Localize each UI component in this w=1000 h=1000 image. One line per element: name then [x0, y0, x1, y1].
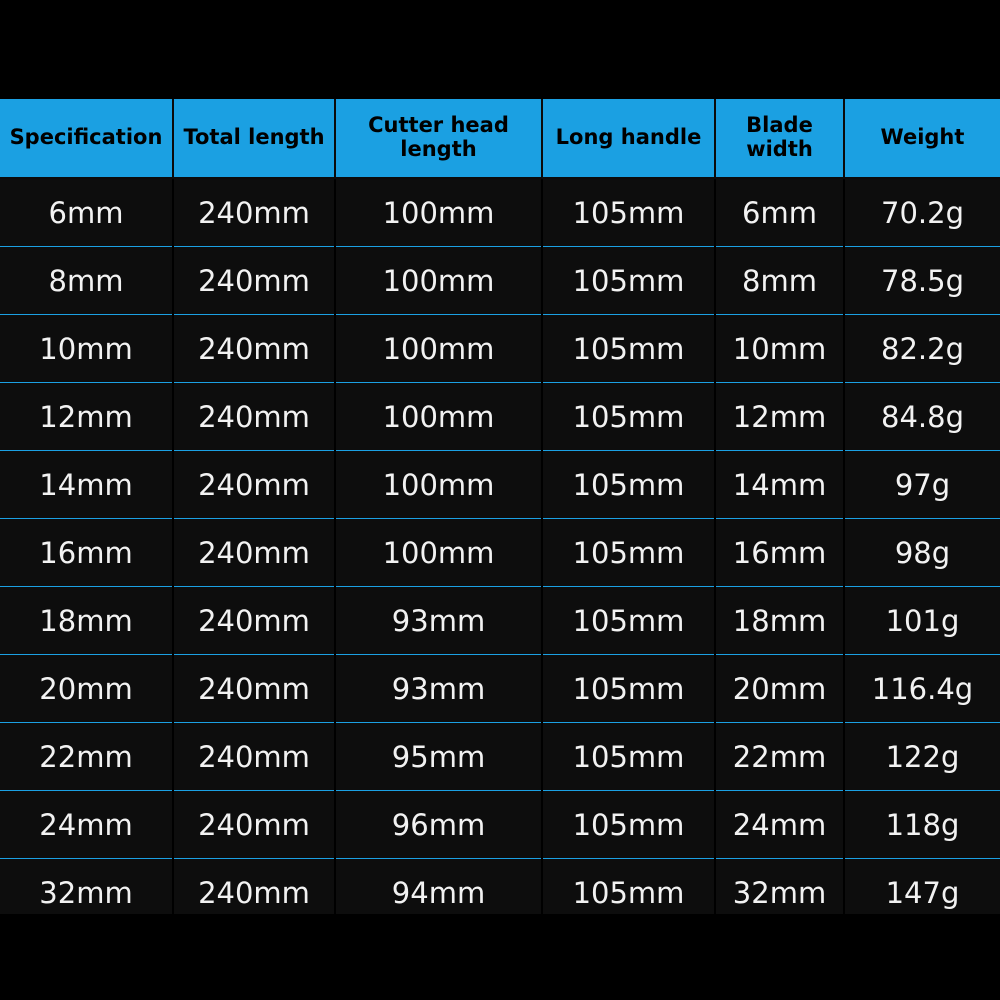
- table-row: [0, 587, 1000, 655]
- cell-cutter-head-length: 94mm: [335, 859, 542, 927]
- cell-cutter-head-length: 100mm: [335, 247, 542, 315]
- cell-specification: 16mm: [0, 519, 173, 587]
- table-header: [0, 99, 1000, 178]
- column-header-cutter-head-length: Cutter head length: [335, 99, 542, 178]
- cell-specification: 12mm: [0, 383, 173, 451]
- cell-long-handle: 105mm: [542, 723, 715, 791]
- cell-weight: 147g: [844, 859, 1000, 927]
- cell-blade-width: 14mm: [715, 451, 844, 519]
- cell-long-handle: 105mm: [542, 859, 715, 927]
- cell-total-length: 240mm: [173, 655, 335, 723]
- cell-cutter-head-length: 100mm: [335, 178, 542, 247]
- cell-long-handle: 105mm: [542, 587, 715, 655]
- cell-blade-width: 12mm: [715, 383, 844, 451]
- cell-cutter-head-length: 100mm: [335, 519, 542, 587]
- specification-table-container: [0, 99, 1000, 994]
- column-header-weight: Weight: [844, 99, 1000, 178]
- cell-specification: 20mm: [0, 655, 173, 723]
- cell-cutter-head-length: 100mm: [335, 383, 542, 451]
- bottom-letterbox-band: [0, 914, 1000, 1000]
- cell-weight: 116.4g: [844, 655, 1000, 723]
- table-row: [0, 519, 1000, 587]
- table-header-row: [0, 99, 1000, 178]
- cell-weight: 122g: [844, 723, 1000, 791]
- cell-specification: 18mm: [0, 587, 173, 655]
- cell-specification: 32mm: [0, 859, 173, 927]
- cell-weight: 70.2g: [844, 178, 1000, 247]
- cell-blade-width: 10mm: [715, 315, 844, 383]
- cell-weight: 84.8g: [844, 383, 1000, 451]
- table-body: [0, 178, 1000, 994]
- cell-cutter-head-length: 96mm: [335, 791, 542, 859]
- cell-long-handle: 105mm: [542, 655, 715, 723]
- cell-long-handle: 105mm: [542, 247, 715, 315]
- table-row: [0, 723, 1000, 791]
- cell-total-length: 240mm: [173, 859, 335, 927]
- cell-total-length: 240mm: [173, 383, 335, 451]
- cell-total-length: 240mm: [173, 451, 335, 519]
- cell-specification: 22mm: [0, 723, 173, 791]
- cell-blade-width: 6mm: [715, 178, 844, 247]
- cell-weight: 97g: [844, 451, 1000, 519]
- cell-blade-width: 20mm: [715, 655, 844, 723]
- cell-cutter-head-length: 93mm: [335, 587, 542, 655]
- cell-specification: 6mm: [0, 178, 173, 247]
- table-row: [0, 315, 1000, 383]
- cell-total-length: 240mm: [173, 519, 335, 587]
- column-header-long-handle: Long handle: [542, 99, 715, 178]
- table-row: [0, 383, 1000, 451]
- cell-total-length: 240mm: [173, 587, 335, 655]
- cell-total-length: 240mm: [173, 247, 335, 315]
- cell-long-handle: 105mm: [542, 519, 715, 587]
- cell-cutter-head-length: 95mm: [335, 723, 542, 791]
- cell-long-handle: 105mm: [542, 791, 715, 859]
- table-row: [0, 451, 1000, 519]
- table-row: [0, 178, 1000, 247]
- cell-specification: 24mm: [0, 791, 173, 859]
- cell-total-length: 240mm: [173, 315, 335, 383]
- table-row: [0, 247, 1000, 315]
- cell-total-length: 240mm: [173, 178, 335, 247]
- top-letterbox-band: [0, 0, 1000, 99]
- cell-weight: 78.5g: [844, 247, 1000, 315]
- table-row: [0, 655, 1000, 723]
- cell-specification: 14mm: [0, 451, 173, 519]
- cell-weight: 101g: [844, 587, 1000, 655]
- cell-specification: 8mm: [0, 247, 173, 315]
- cell-blade-width: 16mm: [715, 519, 844, 587]
- cell-blade-width: 22mm: [715, 723, 844, 791]
- cell-weight: 118g: [844, 791, 1000, 859]
- specification-table: [0, 99, 1000, 994]
- cell-blade-width: 8mm: [715, 247, 844, 315]
- cell-long-handle: 105mm: [542, 315, 715, 383]
- cell-long-handle: 105mm: [542, 383, 715, 451]
- cell-long-handle: 105mm: [542, 178, 715, 247]
- cell-long-handle: 105mm: [542, 451, 715, 519]
- cell-cutter-head-length: 100mm: [335, 451, 542, 519]
- cell-cutter-head-length: 93mm: [335, 655, 542, 723]
- cell-blade-width: 18mm: [715, 587, 844, 655]
- column-header-specification: Specification: [0, 99, 173, 178]
- cell-total-length: 240mm: [173, 723, 335, 791]
- cell-blade-width: 24mm: [715, 791, 844, 859]
- column-header-blade-width: Blade width: [715, 99, 844, 178]
- cell-weight: 98g: [844, 519, 1000, 587]
- cell-weight: 82.2g: [844, 315, 1000, 383]
- cell-cutter-head-length: 100mm: [335, 315, 542, 383]
- cell-blade-width: 32mm: [715, 859, 844, 927]
- cell-total-length: 240mm: [173, 791, 335, 859]
- table-row: [0, 791, 1000, 859]
- column-header-total-length: Total length: [173, 99, 335, 178]
- cell-specification: 10mm: [0, 315, 173, 383]
